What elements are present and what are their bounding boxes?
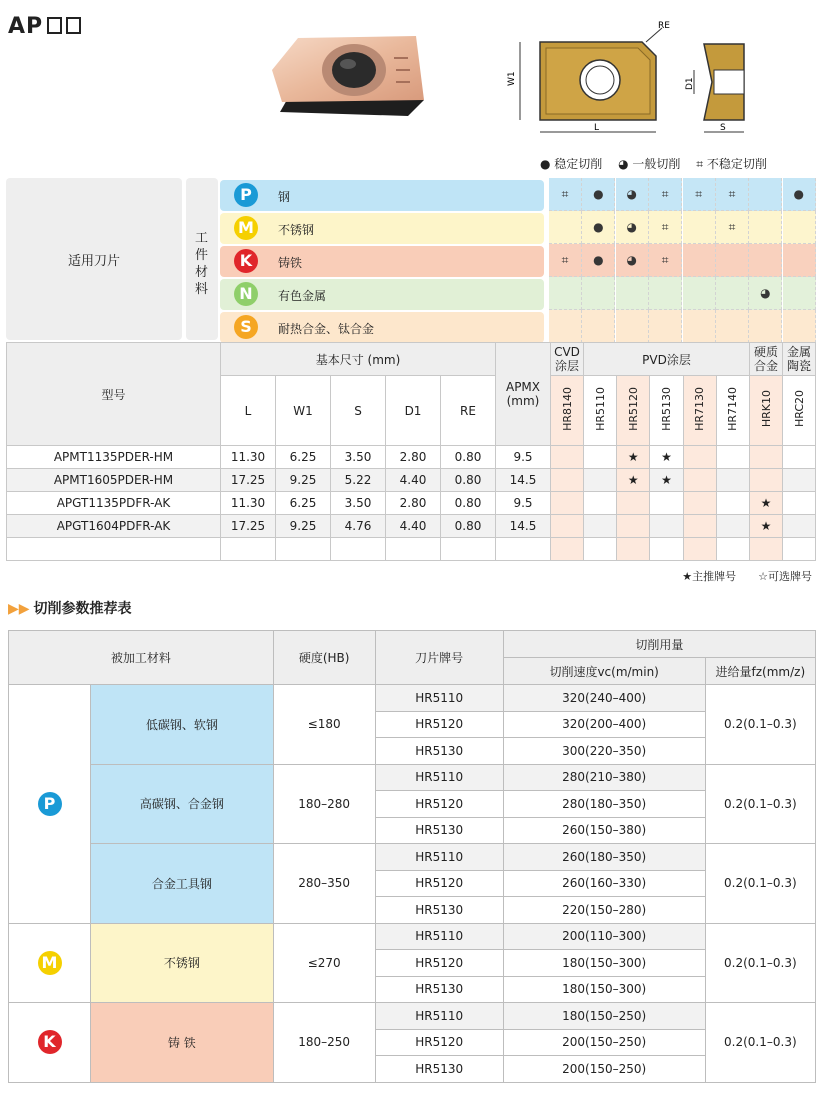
speed-header: 切削速度vc(m/min) xyxy=(503,658,705,685)
model-cell: APMT1135PDER-HM xyxy=(7,446,221,469)
dim-value: 3.50 xyxy=(331,492,386,515)
grade-header-hrk10 xyxy=(750,376,783,446)
dim-value xyxy=(386,538,441,561)
spec-row xyxy=(7,515,816,538)
grade-mark xyxy=(683,244,716,277)
speed-cell: 220(150–280) xyxy=(503,897,705,924)
cutting-row xyxy=(9,685,816,712)
dim-value: 6.25 xyxy=(276,492,331,515)
grade-star xyxy=(584,515,617,538)
grade-cell: HR5120 xyxy=(375,870,503,897)
speed-cell: 180(150–300) xyxy=(503,976,705,1003)
title-text: AP xyxy=(8,14,44,39)
grade-header-hr7140 xyxy=(716,376,749,446)
material-p-badge: P xyxy=(38,792,62,816)
grade-star xyxy=(551,538,584,561)
grade-cell: HR5110 xyxy=(375,764,503,791)
dim-value: 9.25 xyxy=(276,469,331,492)
material-name-cell: 不锈钢 xyxy=(91,923,274,1003)
grade-star xyxy=(683,492,716,515)
model-cell: APGT1604PDFR-AK xyxy=(7,515,221,538)
hardness-header: 硬度(HB) xyxy=(273,631,375,685)
dim-value xyxy=(331,538,386,561)
material-row-s xyxy=(220,312,544,343)
grade-star xyxy=(551,446,584,469)
dim-value: 0.80 xyxy=(441,515,496,538)
grade-cell: HR5130 xyxy=(375,897,503,924)
grade-cell: HR5120 xyxy=(375,1029,503,1056)
grade-cell: HR5120 xyxy=(375,950,503,977)
grade-cell: HR5110 xyxy=(375,923,503,950)
material-header: 被加工材料 xyxy=(9,631,274,685)
grade-cell: HR5130 xyxy=(375,976,503,1003)
application-label-cell xyxy=(6,178,182,340)
speed-cell: 280(210–380) xyxy=(503,764,705,791)
material-row-n xyxy=(220,279,544,310)
grade-mark xyxy=(716,244,749,277)
grade-mark xyxy=(783,310,816,343)
section-title-text: 切削参数推荐表 xyxy=(33,601,132,617)
grade-mark xyxy=(749,211,782,244)
grade-cell: HR5110 xyxy=(375,1003,503,1030)
grade-star xyxy=(617,492,650,515)
speed-cell: 280(180–350) xyxy=(503,791,705,818)
grade-cell: HR5120 xyxy=(375,791,503,818)
grade-star xyxy=(551,515,584,538)
grade-label: HR5130 xyxy=(659,387,673,431)
model-header: 型号 xyxy=(7,343,221,446)
dim-s: S xyxy=(331,376,386,446)
speed-cell: 320(240–400) xyxy=(503,685,705,712)
spec-row xyxy=(7,446,816,469)
feed-header: 进给量fz(mm/z) xyxy=(705,658,815,685)
material-m-badge: M xyxy=(234,216,258,240)
dim-value: 0.80 xyxy=(441,492,496,515)
grade-mark: ◕ xyxy=(616,178,649,211)
speed-cell: 300(220–350) xyxy=(503,738,705,765)
grade-star xyxy=(551,492,584,515)
dim-value: 14.5 xyxy=(496,515,551,538)
material-label: 工件材料 xyxy=(195,231,209,297)
material-k-badge: K xyxy=(38,1030,62,1054)
label-d1: D1 xyxy=(685,77,695,90)
cermet-header: 金属 陶瓷 xyxy=(783,343,816,376)
label-l: L xyxy=(594,123,600,133)
grade-mark: ◕ xyxy=(616,211,649,244)
material-label-cell xyxy=(186,178,218,340)
cutting-row xyxy=(9,1003,816,1030)
cutting-row xyxy=(9,923,816,950)
application-label: 适用刀片 xyxy=(67,254,120,269)
hardness-cell: 180–250 xyxy=(273,1003,375,1083)
grade-cell: HR5110 xyxy=(375,844,503,871)
dim-value xyxy=(496,538,551,561)
material-m-badge: M xyxy=(38,951,62,975)
grade-star xyxy=(683,538,716,561)
grade-mark xyxy=(616,310,649,343)
grade-mark xyxy=(783,244,816,277)
material-name-cell: 高碳钢、合金钢 xyxy=(91,764,274,844)
grade-cell: HR5130 xyxy=(375,1056,503,1083)
star-note: ★主推牌号 ☆可选牌号 xyxy=(682,570,812,583)
grade-mark xyxy=(749,244,782,277)
legend-stable: ● 稳定切削 xyxy=(540,157,603,171)
grade-label: HR7140 xyxy=(726,387,740,431)
grade-header: 刀片牌号 xyxy=(375,631,503,685)
grade-mark: ● xyxy=(783,178,816,211)
dim-value: 6.25 xyxy=(276,446,331,469)
spec-row xyxy=(7,538,816,561)
model-cell: APMT1605PDER-HM xyxy=(7,469,221,492)
placeholder-box xyxy=(66,17,81,34)
grade-mark: ⌗ xyxy=(649,178,682,211)
material-name: 钢 xyxy=(278,190,291,204)
spec-row xyxy=(7,469,816,492)
group-badge-cell xyxy=(9,1003,91,1083)
pvd-header: PVD涂层 xyxy=(584,343,750,376)
dim-value: 0.80 xyxy=(441,469,496,492)
grade-mark xyxy=(616,277,649,310)
material-row-p xyxy=(220,180,544,211)
section-title xyxy=(8,598,132,618)
grade-label: HRC20 xyxy=(792,390,806,428)
legend-general: ◕ 一般切削 xyxy=(618,157,681,171)
dim-value: 9.25 xyxy=(276,515,331,538)
dim-value: 9.5 xyxy=(496,446,551,469)
material-name-cell: 合金工具钢 xyxy=(91,844,274,924)
spec-row xyxy=(7,492,816,515)
material-row-m xyxy=(220,213,544,244)
grade-mark: ⌗ xyxy=(549,178,582,211)
label-re: RE xyxy=(658,21,670,31)
carbide-header: 硬质 合金 xyxy=(750,343,783,376)
grade-star xyxy=(617,515,650,538)
grade-star xyxy=(617,538,650,561)
material-row-k xyxy=(220,246,544,277)
hardness-cell: 180–280 xyxy=(273,764,375,844)
grade-header-hr7130 xyxy=(683,376,716,446)
grade-label: HRK10 xyxy=(759,390,773,428)
grade-star xyxy=(650,492,683,515)
material-name-cell: 铸 铁 xyxy=(91,1003,274,1083)
grade-star xyxy=(650,515,683,538)
grade-cell: HR5130 xyxy=(375,817,503,844)
material-name: 有色金属 xyxy=(278,289,327,303)
dim-value xyxy=(441,538,496,561)
hardness-cell: ≤180 xyxy=(273,685,375,765)
dim-value: 3.50 xyxy=(331,446,386,469)
grade-mark xyxy=(649,277,682,310)
hardness-cell: 280–350 xyxy=(273,844,375,924)
dim-value: 4.76 xyxy=(331,515,386,538)
dim-value xyxy=(276,538,331,561)
grade-star xyxy=(584,538,617,561)
grade-star xyxy=(584,469,617,492)
grade-mark xyxy=(783,211,816,244)
cvd-header: CVD 涂层 xyxy=(551,343,584,376)
material-name: 耐热合金、钛合金 xyxy=(278,322,375,336)
group-badge-cell xyxy=(9,923,91,1003)
placeholder-box xyxy=(47,17,62,34)
page-title xyxy=(8,14,81,39)
speed-cell: 260(150–380) xyxy=(503,817,705,844)
grade-mark xyxy=(783,277,816,310)
apmx-header: APMX (mm) xyxy=(496,343,551,446)
cutting-row xyxy=(9,764,816,791)
double-arrow-icon: ▶▶ xyxy=(8,601,30,617)
dim-re: RE xyxy=(441,376,496,446)
dim-value: 2.80 xyxy=(386,446,441,469)
dim-value: 2.80 xyxy=(386,492,441,515)
grade-mark xyxy=(716,310,749,343)
grade-label: HR7130 xyxy=(693,387,707,431)
grade-mark xyxy=(582,310,615,343)
model-cell xyxy=(7,538,221,561)
grade-star: ★ xyxy=(750,492,783,515)
speed-cell: 200(110–300) xyxy=(503,923,705,950)
grade-star xyxy=(750,538,783,561)
legend-unstable: ⌗ 不稳定切削 xyxy=(696,157,767,171)
feed-cell: 0.2(0.1–0.3) xyxy=(705,844,815,924)
grade-star xyxy=(683,469,716,492)
grade-star xyxy=(716,492,749,515)
grade-label: HR5120 xyxy=(626,387,640,431)
grade-mark: ◕ xyxy=(749,277,782,310)
grade-mark: ⌗ xyxy=(649,244,682,277)
dim-value: 4.40 xyxy=(386,515,441,538)
grade-mark: ⌗ xyxy=(549,244,582,277)
grade-cell: HR5110 xyxy=(375,685,503,712)
grade-mark xyxy=(549,211,582,244)
grade-mark xyxy=(683,211,716,244)
spec-table xyxy=(6,342,816,561)
feed-cell: 0.2(0.1–0.3) xyxy=(705,923,815,1003)
basic-size-header: 基本尺寸 (mm) xyxy=(221,343,496,376)
dim-value: 17.25 xyxy=(221,469,276,492)
grade-mark: ⌗ xyxy=(683,178,716,211)
grade-star xyxy=(683,515,716,538)
feed-cell: 0.2(0.1–0.3) xyxy=(705,685,815,765)
grade-mark xyxy=(749,310,782,343)
feed-cell: 0.2(0.1–0.3) xyxy=(705,1003,815,1083)
grade-header-hr8140 xyxy=(551,376,584,446)
material-k-badge: K xyxy=(234,249,258,273)
grade-mark xyxy=(649,310,682,343)
grade-mark xyxy=(683,277,716,310)
grade-header-hrc20 xyxy=(783,376,816,446)
grade-mark xyxy=(749,178,782,211)
grade-star xyxy=(716,538,749,561)
dim-value: 11.30 xyxy=(221,492,276,515)
dim-value: 0.80 xyxy=(441,446,496,469)
label-s: S xyxy=(720,123,726,133)
grade-star xyxy=(716,469,749,492)
insert-drawing xyxy=(506,20,796,140)
cutting-condition-legend xyxy=(540,155,779,172)
grade-star xyxy=(750,446,783,469)
grade-star xyxy=(683,446,716,469)
grade-label: HR5110 xyxy=(593,387,607,431)
grade-cell: HR5120 xyxy=(375,711,503,738)
grade-star xyxy=(783,492,816,515)
grade-header-hr5130 xyxy=(650,376,683,446)
label-w1: W1 xyxy=(507,71,517,86)
grade-star xyxy=(650,538,683,561)
dim-value: 5.22 xyxy=(331,469,386,492)
material-name-cell: 低碳钢、软钢 xyxy=(91,685,274,765)
grade-mark: ● xyxy=(582,178,615,211)
feed-cell: 0.2(0.1–0.3) xyxy=(705,764,815,844)
dim-value: 14.5 xyxy=(496,469,551,492)
dim-value: 11.30 xyxy=(221,446,276,469)
hardness-cell: ≤270 xyxy=(273,923,375,1003)
grade-mark: ● xyxy=(582,211,615,244)
cutting-row xyxy=(9,844,816,871)
grade-header-hr5120 xyxy=(617,376,650,446)
cutting-parameter-table xyxy=(8,630,816,1083)
model-cell: APGT1135PDFR-AK xyxy=(7,492,221,515)
dim-l: L xyxy=(221,376,276,446)
grade-star: ★ xyxy=(617,446,650,469)
grade-mark: ● xyxy=(582,244,615,277)
dim-value: 9.5 xyxy=(496,492,551,515)
grade-star xyxy=(716,515,749,538)
grade-mark xyxy=(582,277,615,310)
group-badge-cell xyxy=(9,685,91,924)
grade-star xyxy=(783,515,816,538)
grade-star xyxy=(584,492,617,515)
speed-cell: 200(150–250) xyxy=(503,1056,705,1083)
grade-star xyxy=(584,446,617,469)
dim-value: 4.40 xyxy=(386,469,441,492)
dim-w1: W1 xyxy=(276,376,331,446)
grade-star: ★ xyxy=(750,515,783,538)
grade-mark: ◕ xyxy=(616,244,649,277)
grade-mark: ⌗ xyxy=(716,178,749,211)
material-name: 铸铁 xyxy=(278,256,303,270)
material-name: 不锈钢 xyxy=(278,223,315,237)
grade-label: HR8140 xyxy=(560,387,574,431)
grade-star: ★ xyxy=(650,446,683,469)
grade-star xyxy=(551,469,584,492)
grade-header-hr5110 xyxy=(584,376,617,446)
grade-mark xyxy=(549,310,582,343)
material-p-badge: P xyxy=(234,183,258,207)
speed-cell: 320(200–400) xyxy=(503,711,705,738)
material-s-badge: S xyxy=(234,315,258,339)
speed-cell: 180(150–300) xyxy=(503,950,705,977)
grade-star xyxy=(716,446,749,469)
material-n-badge: N xyxy=(234,282,258,306)
insert-photo xyxy=(258,30,438,130)
speed-cell: 180(150–250) xyxy=(503,1003,705,1030)
grade-star xyxy=(750,469,783,492)
grade-star: ★ xyxy=(617,469,650,492)
speed-cell: 260(160–330) xyxy=(503,870,705,897)
speed-cell: 260(180–350) xyxy=(503,844,705,871)
grade-mark: ⌗ xyxy=(716,211,749,244)
speed-cell: 200(150–250) xyxy=(503,1029,705,1056)
grade-cell: HR5130 xyxy=(375,738,503,765)
grade-mark: ⌗ xyxy=(649,211,682,244)
dim-d1: D1 xyxy=(386,376,441,446)
dim-value: 17.25 xyxy=(221,515,276,538)
grade-star xyxy=(783,538,816,561)
dim-value xyxy=(221,538,276,561)
grade-star xyxy=(783,469,816,492)
usage-header: 切削用量 xyxy=(503,631,815,658)
grade-star xyxy=(783,446,816,469)
grade-mark xyxy=(549,277,582,310)
grade-star: ★ xyxy=(650,469,683,492)
grade-mark xyxy=(716,277,749,310)
grade-mark xyxy=(683,310,716,343)
